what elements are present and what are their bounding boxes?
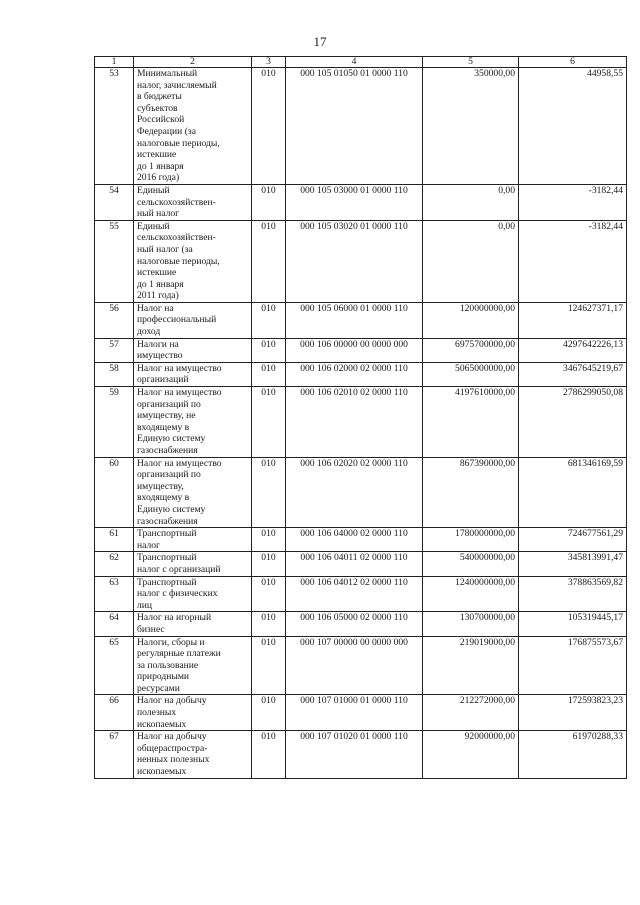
row-name-cell — [134, 338, 252, 362]
row-line-code-cell: 010 — [252, 220, 286, 302]
row-planned-amount-cell: 6975700000,00 — [423, 338, 519, 362]
row-name-cell — [134, 184, 252, 220]
row-budget-code-cell: 000 106 04000 02 0000 110 — [286, 528, 423, 552]
table-row — [95, 387, 627, 458]
column-header: 2 — [134, 57, 252, 68]
row-executed-amount-cell: 61970288,33 — [519, 731, 627, 778]
table-row — [95, 576, 627, 612]
row-number-cell: 64 — [95, 612, 134, 636]
table-row — [95, 457, 627, 528]
row-executed-amount-cell: 172593823,23 — [519, 695, 627, 731]
row-name-line: Единый — [137, 184, 170, 196]
row-number-cell: 60 — [95, 457, 134, 528]
row-name-line: бизнес — [137, 623, 165, 635]
row-line-code-cell: 010 — [252, 612, 286, 636]
row-budget-code-cell: 000 106 05000 02 0000 110 — [286, 612, 423, 636]
row-line-code-cell: 010 — [252, 457, 286, 528]
row-line-code-cell: 010 — [252, 576, 286, 612]
row-name-line: входящему в — [137, 421, 190, 433]
row-name-line: имуществу, не — [137, 410, 196, 422]
row-number-cell: 57 — [95, 338, 134, 362]
row-number-cell: 62 — [95, 552, 134, 576]
row-name-line: имуществу, — [137, 480, 184, 492]
row-line-code-cell: 010 — [252, 68, 286, 185]
row-line-code-cell: 010 — [252, 636, 286, 695]
row-number-cell: 66 — [95, 695, 134, 731]
row-name-line: ный налог (за — [137, 243, 193, 255]
table-row — [95, 552, 627, 576]
table-body — [95, 68, 627, 779]
table-row — [95, 220, 627, 302]
row-name-line: ный налог — [137, 208, 180, 220]
row-number-cell: 67 — [95, 731, 134, 778]
row-executed-amount-cell: -3182,44 — [519, 184, 627, 220]
row-name-line: лиц — [137, 599, 153, 611]
row-name-line: Единую систему — [137, 433, 206, 445]
row-name-cell — [134, 528, 252, 552]
row-name-cell — [134, 552, 252, 576]
row-line-code-cell: 010 — [252, 552, 286, 576]
row-name-cell — [134, 302, 252, 338]
row-number-cell: 54 — [95, 184, 134, 220]
row-name-line: регулярные платежи — [137, 648, 221, 660]
row-line-code-cell: 010 — [252, 695, 286, 731]
row-planned-amount-cell: 540000000,00 — [423, 552, 519, 576]
row-executed-amount-cell: 124627371,17 — [519, 302, 627, 338]
row-name-cell — [134, 695, 252, 731]
row-name-line: организаций по — [137, 398, 201, 410]
row-number-cell: 53 — [95, 68, 134, 185]
row-planned-amount-cell: 120000000,00 — [423, 302, 519, 338]
table-row — [95, 636, 627, 695]
row-name-line: Минимальный — [137, 68, 198, 79]
row-planned-amount-cell: 1240000000,00 — [423, 576, 519, 612]
row-name-line: природными — [137, 671, 190, 683]
row-name-cell — [134, 636, 252, 695]
row-number-cell: 65 — [95, 636, 134, 695]
row-name-cell — [134, 220, 252, 302]
row-budget-code-cell: 000 106 04011 02 0000 110 — [286, 552, 423, 576]
row-name-cell — [134, 68, 252, 185]
row-budget-code-cell: 000 107 00000 00 0000 000 — [286, 636, 423, 695]
row-name-line: Налог на имущество — [137, 457, 222, 469]
row-budget-code-cell: 000 106 02020 02 0000 110 — [286, 457, 423, 528]
row-number-cell: 58 — [95, 362, 134, 386]
row-name-line: Федерации (за — [137, 125, 196, 137]
row-name-line: сельскохозяйствен- — [137, 196, 216, 208]
column-header: 1 — [95, 57, 134, 68]
row-line-code-cell: 010 — [252, 184, 286, 220]
row-name-line: 2011 года) — [137, 290, 179, 302]
row-budget-code-cell: 000 106 02000 02 0000 110 — [286, 362, 423, 386]
row-name-line: Налог на имущество — [137, 362, 222, 374]
table-row — [95, 68, 627, 185]
row-name-line: входящему в — [137, 492, 190, 504]
row-name-cell — [134, 362, 252, 386]
row-name-line: имущество — [137, 350, 183, 362]
row-name-cell — [134, 612, 252, 636]
row-planned-amount-cell: 0,00 — [423, 184, 519, 220]
row-name-line: до 1 января — [137, 160, 184, 172]
row-line-code-cell: 010 — [252, 338, 286, 362]
row-line-code-cell: 010 — [252, 387, 286, 458]
row-name-cell — [134, 387, 252, 458]
row-name-line: Транспортный — [137, 576, 197, 588]
row-name-cell — [134, 576, 252, 612]
table-row — [95, 528, 627, 552]
row-name-line: сельскохозяйствен- — [137, 232, 216, 244]
row-budget-code-cell: 000 107 01000 01 0000 110 — [286, 695, 423, 731]
row-name-line: полезных — [137, 707, 177, 719]
row-name-line: в бюджеты — [137, 91, 182, 103]
row-number-cell: 59 — [95, 387, 134, 458]
row-name-line: доход — [137, 326, 161, 338]
row-name-line: общераспростра- — [137, 742, 208, 754]
row-executed-amount-cell: 345813991,47 — [519, 552, 627, 576]
row-name-line: Российской — [137, 114, 185, 126]
row-name-line: Налоги, сборы и — [137, 636, 205, 648]
row-budget-code-cell: 000 105 01050 01 0000 110 — [286, 68, 423, 185]
column-header: 3 — [252, 57, 286, 68]
row-budget-code-cell: 000 105 03000 01 0000 110 — [286, 184, 423, 220]
row-name-line: субъектов — [137, 102, 178, 114]
row-name-line: профессиональный — [137, 314, 217, 326]
row-name-line: налоговые периоды, — [137, 137, 220, 149]
column-header: 6 — [519, 57, 627, 68]
row-name-line: налог — [137, 539, 160, 551]
row-name-line: налог с организаций — [137, 563, 221, 575]
row-name-line: Налог на добычу — [137, 731, 207, 743]
row-number-cell: 63 — [95, 576, 134, 612]
row-executed-amount-cell: 378863569,82 — [519, 576, 627, 612]
row-planned-amount-cell: 130700000,00 — [423, 612, 519, 636]
row-executed-amount-cell: -3182,44 — [519, 220, 627, 302]
row-executed-amount-cell: 176875573,67 — [519, 636, 627, 695]
row-name-line: Налог на имущество — [137, 387, 222, 399]
row-budget-code-cell: 000 106 04012 02 0000 110 — [286, 576, 423, 612]
row-budget-code-cell: 000 105 06000 01 0000 110 — [286, 302, 423, 338]
column-header: 5 — [423, 57, 519, 68]
table-row — [95, 302, 627, 338]
row-planned-amount-cell: 1780000000,00 — [423, 528, 519, 552]
row-planned-amount-cell: 350000,00 — [423, 68, 519, 185]
row-name-cell — [134, 731, 252, 778]
row-name-line: Единую систему — [137, 503, 206, 515]
row-executed-amount-cell: 724677561,29 — [519, 528, 627, 552]
table-row — [95, 338, 627, 362]
row-name-line: налог, зачисляемый — [137, 79, 217, 91]
row-line-code-cell: 010 — [252, 528, 286, 552]
row-executed-amount-cell: 4297642226,13 — [519, 338, 627, 362]
table-row — [95, 184, 627, 220]
table-row — [95, 695, 627, 731]
table-row — [95, 731, 627, 778]
row-name-line: ресурсами — [137, 682, 180, 694]
row-line-code-cell: 010 — [252, 302, 286, 338]
table-row — [95, 362, 627, 386]
row-planned-amount-cell: 4197610000,00 — [423, 387, 519, 458]
row-name-line: ненных полезных — [137, 754, 210, 766]
row-name-cell — [134, 457, 252, 528]
row-number-cell: 55 — [95, 220, 134, 302]
revenue-table — [94, 56, 627, 779]
row-name-line: 2016 года) — [137, 172, 180, 184]
row-budget-code-cell: 000 106 02010 02 0000 110 — [286, 387, 423, 458]
row-name-line: газоснабжения — [137, 515, 198, 527]
row-name-line: газоснабжения — [137, 445, 198, 456]
row-name-line: Налог на — [137, 302, 174, 314]
row-planned-amount-cell: 219019000,00 — [423, 636, 519, 695]
row-planned-amount-cell: 0,00 — [423, 220, 519, 302]
row-planned-amount-cell: 212272000,00 — [423, 695, 519, 731]
row-name-line: налоговые периоды, — [137, 255, 220, 267]
row-budget-code-cell: 000 106 00000 00 0000 000 — [286, 338, 423, 362]
table-row — [95, 612, 627, 636]
row-name-line: ископаемых — [137, 766, 187, 778]
row-number-cell: 56 — [95, 302, 134, 338]
page-number: 17 — [313, 34, 327, 49]
row-name-line: Транспортный — [137, 552, 197, 564]
row-executed-amount-cell: 2786299050,08 — [519, 387, 627, 458]
row-budget-code-cell: 000 105 03020 01 0000 110 — [286, 220, 423, 302]
row-number-cell: 61 — [95, 528, 134, 552]
row-name-line: организаций — [137, 374, 189, 386]
row-name-line: налог с физических — [137, 588, 218, 600]
row-name-line: Налог на добычу — [137, 695, 207, 707]
row-line-code-cell: 010 — [252, 362, 286, 386]
row-budget-code-cell: 000 107 01020 01 0000 110 — [286, 731, 423, 778]
row-name-line: Налоги на — [137, 338, 179, 350]
row-name-line: за пользование — [137, 659, 199, 671]
row-executed-amount-cell: 105319445,17 — [519, 612, 627, 636]
row-name-line: истекшие — [137, 267, 177, 279]
row-planned-amount-cell: 5065000000,00 — [423, 362, 519, 386]
row-executed-amount-cell: 681346169,59 — [519, 457, 627, 528]
row-executed-amount-cell: 3467645219,67 — [519, 362, 627, 386]
row-name-line: Налог на игорный — [137, 612, 212, 624]
column-header: 4 — [286, 57, 423, 68]
row-name-line: Единый — [137, 220, 170, 232]
row-planned-amount-cell: 867390000,00 — [423, 457, 519, 528]
row-planned-amount-cell: 92000000,00 — [423, 731, 519, 778]
row-name-line: до 1 января — [137, 278, 184, 290]
row-name-line: истекшие — [137, 149, 177, 161]
row-name-line: Транспортный — [137, 528, 197, 540]
row-line-code-cell: 010 — [252, 731, 286, 778]
row-name-line: организаций по — [137, 469, 201, 481]
row-name-line: ископаемых — [137, 718, 187, 730]
row-executed-amount-cell: 44958,55 — [519, 68, 627, 185]
table-header-row — [95, 57, 627, 68]
